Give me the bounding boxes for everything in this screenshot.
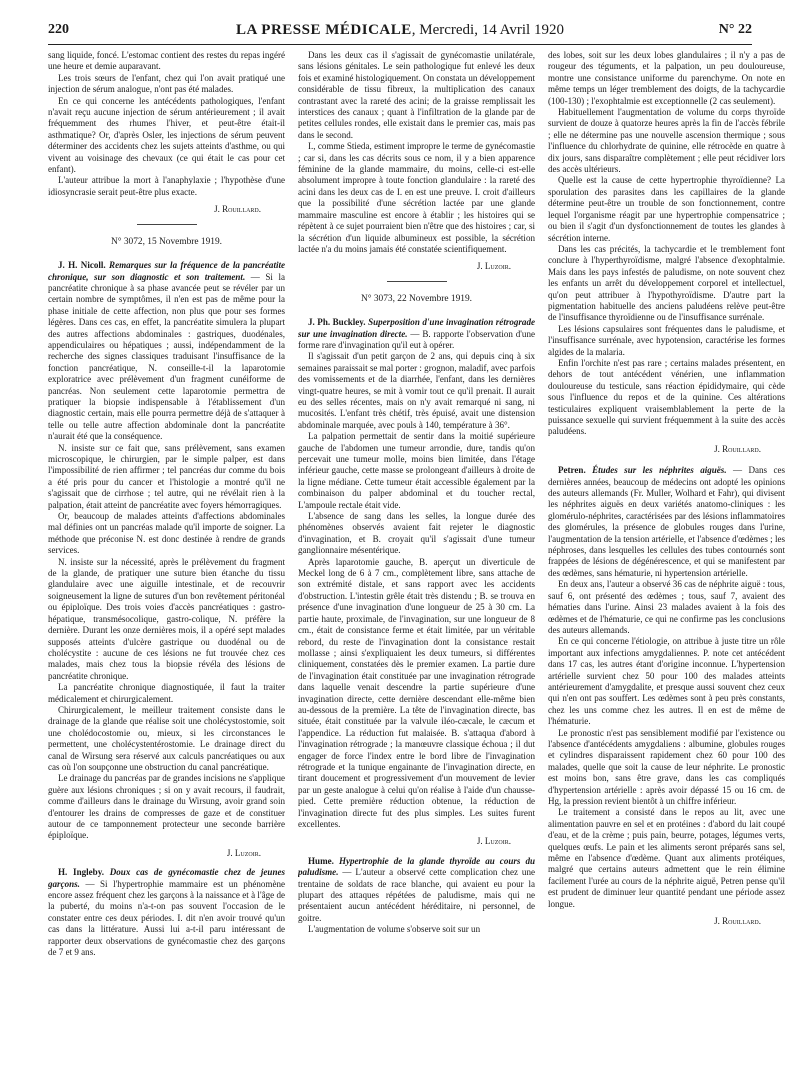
paragraph: Chirurgicalement, le meilleur traitement consiste dans le drainage de la glande que réalise soit une cholécystostomie, soit une cholédocostomie ou, mieux, si les circonstances le permettent, une cholécystentérostomie. Le drainage direct du canal de Wirsung sera réservé aux calculs pancréatiques ou aux cas où l'on soupçonne une obstruction du canal pancréatique. — [48, 704, 285, 772]
article-author: H. Ingleby. — [58, 867, 104, 878]
paragraph: Habituellement l'augmentation de volume du corps thyroïde survient de douze à quatorze heures après la fin de l'accès fébrile ; elle ne détermine pas une nouvelle ascension thermique ; sous l'influence du chlorhydrate de quinine, elle rétrocède en quatre à dix jours, sans disparaître complètement ; elle peut récidiver lors des accès ultérieurs. — [548, 107, 785, 175]
paragraph: Or, beaucoup de malades atteints d'affections abdominales mal définies ont un pancréas malade qu'il importe de soigner. La méthode que préconise N. est donc destinée à rendre de grands services. — [48, 511, 285, 556]
article-title: Superposition d'une invagination rétrograde sur une invagination directe. — [298, 317, 535, 339]
paragraph: Le pronostic n'est pas sensiblement modifié par l'existence ou l'absence d'antécédents amygdaliens : albumine, globules rouges et cylindres disparaissent rapidement chez 60 pour 100 des malades, quelle que soit la cause de leur néphrite. Le pronostic est moins bon, sans être grave, dans les cas compliqués d'hypertension artérielle : après avoir dépassé 15 ou 16 cm. de Hg, la pression revient bientôt à un chiffre inférieur. — [548, 727, 785, 806]
paragraph: Dans les deux cas il s'agissait de gynécomastie unilatérale, sans lésions génitales. Le sein pathologique fut enlevé les deux fois et examiné histologiquement. On constata un développement considérable de tissu fibreux, la multiplication des canaux contrastant avec la rareté des acini; de la graisse remplissait les interstices des canaux ; quant à l'infiltration de la glande par de petites cellules rondes, elle existait dans le premier cas, mais pas dans le second. — [298, 50, 535, 140]
paragraph: En ce qui concerne les antécédents pathologiques, l'enfant n'avait reçu aucune injection de sérum antérieurement ; il avait fréquemment des rhumes l'hiver, et peut-être était-il asthmatique? Or, d'après Osler, les injections de sérum peuvent déterminer des accidents chez les sujets atteints d'asthme, ou qui vivent au voisinage des chevaux (ce qui était le cas pour cet enfant). — [48, 95, 285, 175]
article-title: Hypertrophie de la glande thyroïde au cours du paludisme. — [298, 855, 535, 878]
paragraph: des lobes, soit sur les deux lobes glandulaires ; il n'y a pas de rougeur des téguments, et la palpation, un peu douloureuse, montre une consistance uniforme du parenchyme. On note en même temps un léger tremblement des doigts, de la tachycardie (100-130) ; l'exophtalmie est exceptionnelle (2 cas seulement). — [548, 50, 785, 106]
article-text: — B. rapporte l'observation d'une forme rare d'invagination qu'il eut à opérer. — [298, 328, 535, 350]
article-text: — Si l'hypertrophie mammaire est un phénomène encore assez fréquent chez les garçons à la naissance et à l'âge de la puberté, du moins n'a-t-on pas souvent l'occasion de le constater entre ces deux périodes. I. dit n'en avoir trouvé qu'un cas dans la littérature. Aussi lui a-t-il paru intéressant de rapporter deux observations de gynécomastie chez des garçons de 7 et 9 ans. — [48, 878, 285, 958]
article-author: Petren. — [558, 465, 586, 476]
journal-name: LA PRESSE MÉDICALE — [236, 22, 412, 38]
issue-heading: N° 3072, 15 Novembre 1919. — [110, 236, 223, 247]
paragraph: Il s'agissait d'un petit garçon de 2 ans, qui depuis cinq à six semaines paraissait se mal porter : grognon, maladif, avec parfois des vomissements et de la diarrhée, l'enfant, dans les dernières vingt-quatre heures, se mit à vomir tout ce qu'il prenait. Il aurait eu des selles récentes, mais on n'y avait remarqué ni sang, ni mucosités. L'enfant très chétif, très épuisé, avait une distension abdominale marquée, avec pouls à 140, température à 36°. — [298, 351, 535, 430]
paragraph: Le traitement a consisté dans le repos au lit, avec une alimentation pauvre en sel et en protéines : d'abord du lait coupé d'eau, et de la crème ; puis pain, beurre, potages, légumes verts, quelques œufs. Le pain et les aliments seront préparés sans sel, même en l'absence d'œdème. Quant aux aliments protéiques, malgré que certains auteurs admettent que le rein élimine facilement l'urée au cours de la néphrite aiguë, Petren pense qu'il est prudent de diminuer leur quantité pendant une période assez longue. — [548, 807, 785, 909]
header-rule — [48, 44, 752, 45]
signature: J. Luzoir. — [476, 836, 511, 847]
article-intro — [298, 317, 535, 351]
paragraph: La palpation permettait de sentir dans la moitié supérieure gauche de l'abdomen une tumeur arrondie, dure, tandis qu'on percevait une tumeur molle, moins bien limitée, dans l'étage inférieur gauche, cette masse se prolongeant d'ailleurs à droite de la ligne médiane. Cette tumeur était accessible également par la combinaison du palper abdominal et du toucher rectal, L'ampoule rectale était vide. — [298, 431, 535, 510]
paragraph: Les lésions capsulaires sont fréquentes dans le paludisme, et l'insuffisance surrénale, avec hypotension, caractérise les formes algides de la malaria. — [548, 323, 785, 357]
article-author: J. Ph. Buckley. — [308, 317, 366, 328]
signature: J. Luzoir. — [476, 261, 511, 272]
article-text: — L'auteur a observé cette complication chez une trentaine de soldats de race blanche, qui avaient eu pour la plupart des attaques répétées de paludisme, mais qui ne présentaient aucun antécédent héréditaire, ni personnel, de goitre. — [298, 867, 535, 923]
signature: J. Rouillard. — [714, 443, 761, 454]
article-title: Remarques sur la fréquence de la pancréatite chronique, sur son diagnostic et son traitement. — [48, 260, 285, 282]
paragraph: En ce qui concerne l'étiologie, on attribue à juste titre un rôle important aux infections amygdaliennes. P. note cet antécédent dans 17 cas, les autres étant d'origine inconnue. L'hypertension artérielle survient chez 50 pour 100 des malades atteints antérieurement d'amygdalite, et presque aussi souvent chez ceux qui n'en ont pas souffert. Les œdèmes sont à peu près constants, chez les uns comme chez les autres. Il en est de même de l'hématurie. — [548, 636, 785, 727]
article-text: — Si la pancréatite chronique à sa phase avancée peut se révéler par un certain nombre de symptômes, il n'en est pas de même pour la phase initiale de cette affection, non plus que pour ses formes légères. Dans ces cas, en effet, la pancréatite simulera la plupart des autres affections abdominales : gastriques, duodénales, appendiculaires ou hépatiques ; aussi, indépendamment de la recherche des signes classiques traduisant l'insuffisance de la fonction pancréatique, N. conseille-t-il la laparotomie exploratrice avec prélèvement d'un fragment cunéiforme de pancréas. Non seulement cette laparotomie permettra de pratiquer la biopsie indispensable à l'établissement d'un diagnostic certain, mais elle pourra permettre déjà de s'attaquer à telle ou telle autre affection abdominale dont la pancréatite n'aurait été que la conséquence. — [48, 271, 285, 442]
paragraph: sang liquide, foncé. L'estomac contient des restes du repas ingéré une heure et demie auparavant. — [48, 50, 285, 72]
issue-heading: N° 3073, 22 Novembre 1919. — [360, 293, 473, 304]
divider — [137, 224, 197, 225]
page-header — [48, 22, 752, 42]
paragraph: L'absence de sang dans les selles, la longue durée des phénomènes observés avaient fait rejeter le diagnostic d'invagination, et B. croyait qu'il s'agissait d'une tumeur ganglionnaire mésentérique. — [298, 511, 535, 556]
paragraph: En deux ans, l'auteur a observé 36 cas de néphrite aiguë : tous, sauf 6, ont présenté des œdèmes ; tous, sauf 7, avaient des hématies dans l'urine. Ainsi 23 malades avaient à la fois des œdèmes et de l'hématurie, ce qui ne confirme pas les conclusions des auteurs allemands. — [548, 579, 785, 635]
paragraph: N. insiste sur ce fait que, sans prélèvement, sans examen microscopique, le chirurgien, par le simple palper, est dans l'impossibilité de rien affirmer ; tel pancréas dur comme du bois a été pris pour du cancer et l'histologie a montré qu'il ne s'agissait que de cirrhose ; tel autre, qui ne révélait rien à la palpation, était atteint de pancréatite avec foyers hémorragiques. — [48, 442, 285, 510]
paragraph: Les trois sœurs de l'enfant, chez qui l'on avait pratiqué une injection de sérum analogue, n'ont pas été malades. — [48, 72, 285, 95]
paragraph: L'augmentation de volume s'observe soit sur un — [308, 924, 481, 935]
article-intro — [48, 260, 285, 443]
signature: J. Luzoir. — [226, 847, 261, 858]
article-author: J. H. Nicoll. — [58, 260, 106, 271]
article-intro — [548, 465, 785, 579]
paragraph: Enfin l'orchite n'est pas rare ; certains malades présentent, en dehors de tout antécédent vénérien, une inflammation douloureuse du testicule, sans réaction épididymaire, qui cède sous l'influence du repos et de la quinine. Ces altérations testiculaires expliquent vraisemblablement la perte de la puissance sexuelle qui survient fréquemment à la suite des accès paludéens. — [548, 357, 785, 437]
page-number: 220 — [48, 22, 69, 37]
article-text: — Dans ces dernières années, beaucoup de médecins ont adopté les opinions des auteurs allemands (Fr. Muller, Wolhard et Fahr), qui divisent les néphrites aiguës en deux variétés anatomo-cliniques : les glomérulo-néphrites, caractérisées par des lésions inflammatoires des glomérules, la présence de globules rouges dans l'urine, l'augmentation de la tension artérielle, et l'absence d'œdèmes ; les néphroses, dans lesquelles les cellules des tubes contournés sont frappées de lésions de dégénérescence, et qui se manifestent par des œdèmes, sans hématurie, ni hypertension artérielle. — [548, 465, 785, 578]
paragraph: Quelle est la cause de cette hypertrophie thyroïdienne? La sporulation des parasites dans les capillaires de la glande détermine peut-être un trouble de son fonctionnement, contre lequel l'organisme réagit par une hypertrophie compensatrice ; ou bien il s'agit d'un dysfonctionnement de toutes les glandes à sécrétion interne. — [548, 175, 785, 243]
divider — [387, 281, 447, 282]
column-3 — [548, 50, 785, 1074]
paragraph: Dans les cas précités, la tachycardie et le tremblement font conclure à l'hyperthyroïdisme, malgré l'absence d'exophtalmie. Mais dans les pays infestés de paludisme, on note souvent chez les enfants un arrêt du développement corporel et intellectuel, qu'on peut attribuer à l'hypothyroïdisme. D'autre part la pigmentation habituelle des anciens paludéens relève peut-être de l'insuffisance thyroïdienne ou de l'insuffisance surrénale. — [548, 243, 785, 323]
article-intro — [298, 856, 535, 924]
paragraph: La pancréatite chronique diagnostiquée, il faut la traiter médicalement et chirurgicalement. — [48, 682, 285, 704]
column-1 — [48, 50, 285, 1074]
paragraph: Le drainage du pancréas par de grandes incisions ne s'applique guère aux lésions chroniques ; si on y avait recours, il faudrait, comme d'ailleurs dans le drainage du Wirsung, avoir grand soin d'entourer les drains de compresses de gaze et de constituer autour de ce tamponnement protecteur une seconde barrière épiploïque. — [48, 773, 285, 841]
article-title: Études sur les néphrites aiguës. — [592, 465, 727, 476]
article-title: Doux cas de gynécomastie chez de jeunes garçons. — [48, 867, 285, 889]
issue-number: N° 22 — [718, 22, 752, 37]
signature: J. Rouillard. — [214, 204, 261, 215]
paragraph: Après laparotomie gauche, B. aperçut un diverticule de Meckel long de 6 à 7 cm., complètement libre, sans attache de son extrémité distale, et sans rapport avec les accidents d'obstruction. L'intestin grêle était très distendu ; B. se trouva en présence d'une invagination d'une longueur de 25 à 30 cm. La partie haute, proximale, de l'invagination, sur une longueur de 8 cm., était de consistance ferme et était limitée, par un véritable rebord, du reste de l'invagination dont la consistance restait mollasse ; ainsi s'expliquaient les deux tumeurs, si différentes cliniquement, constatées dès le premier examen. La partie dure de l'invagination était constituée par une invagination rétrograde dans laquelle venait descendre la partie supérieure d'une invagination directe, cette dernière descendant elle-même bien au-dessous de la première. La tête de l'invagination directe, bas située, était constituée par la valvule iléo-cæcale, le cæcum et l'appendice. La réduction fut malaisée. B. s'attaqua d'abord à l'invagination rétrograde ; la manœuvre classique échoua ; il dut engager de force l'index entre le bord libre de l'invagination rétrograde et la tunique engainante de l'invagination directe, en tirant doucement et progressivement d'un mouvement de levier par un geste analogue à celui qu'on réalise à l'aide d'un chausse-pied. Cette première réduction obtenue, la réduction de l'invagination directe fut des plus simples. Les suites furent excellentes. — [298, 556, 535, 829]
column-2 — [298, 50, 535, 1074]
signature: J. Rouillard. — [714, 916, 761, 927]
paragraph: N. insiste sur la nécessité, après le prélèvement du fragment de la glande, de pratiquer une suture bien étanche du tissu glandulaire avec une aiguille intestinale, et de recouvrir soigneusement la ligne de sutures d'un bon revêtement péritonéal ou épiploïque. Des trois voies d'accès pancréatiques : gastro-hépatique, transmésocolique, gastro-colique, N. préfère la dernière. Durant les onze dernières mois, il a opéré sept malades supposés atteints d'ulcère gastrique ou duodénal ou de cholécystite : aucune de ces lésions ne fut trouvée chez ces malades, mais chez tous la biopsie révéla des lésions de pancréatite chronique. — [48, 556, 285, 681]
article-author: Hume. — [308, 855, 334, 866]
issue-date: , Mercredi, 14 Avril 1920 — [411, 22, 564, 38]
header-title — [48, 22, 752, 39]
paragraph: I., comme Stieda, estiment impropre le terme de gynécomastie ; car si, dans les cas décrits sous ce nom, il y a bien apparence féminine de la glande mammaire, du moins, celle-ci est-elle absolument impropre à toute fonction glandulaire : la rareté des acini dans les deux cas de I. en est une preuve. I. croit d'ailleurs que la possibilité d'une sécrétion lactée par une glande mammaire masculine est encore à établir ; les histoires qui se répètent à ce sujet pourraient bien n'être que des histoires ; car, si la sécrétion d'un liquide albumineux est possible, la sécrétion lactée n'a du moins jamais été constatée scientifiquement. — [298, 141, 535, 254]
paragraph: L'auteur attribue la mort à l'anaphylaxie ; l'hypothèse d'une idiosyncrasie serait peut-être plus exacte. — [48, 175, 285, 197]
article-intro — [48, 867, 285, 958]
